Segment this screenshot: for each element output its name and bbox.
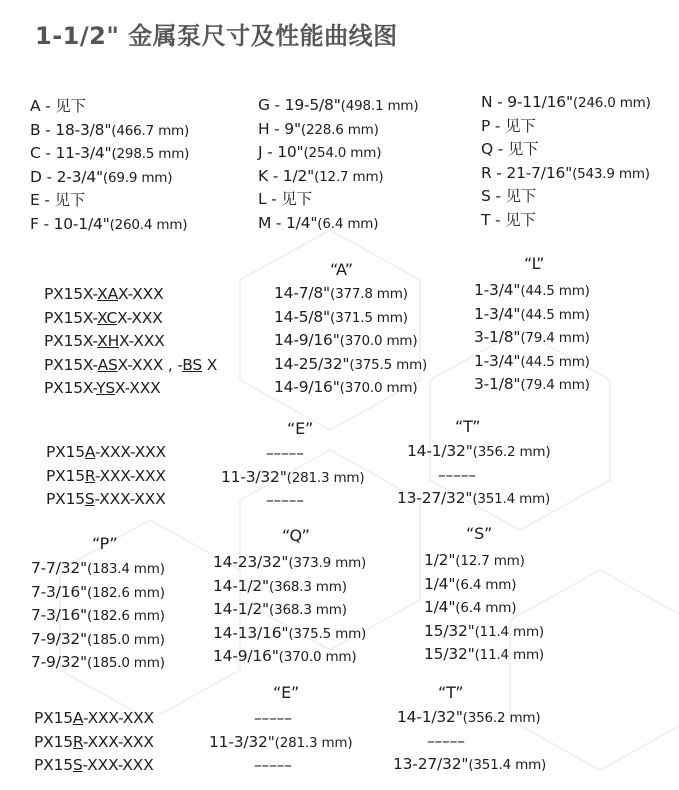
table1-a-cell-value: 14-25/32": [274, 354, 350, 373]
table3-s-cell-value: 1/4": [424, 574, 456, 593]
dimension-label: M - 1/4": [258, 213, 318, 232]
dimension-item: [30, 214, 187, 235]
dimension-mm: (254.0 mm): [303, 145, 382, 161]
table1-a-cell-value: 14-9/16": [274, 331, 340, 349]
table1-a-cell: [274, 377, 417, 398]
table1-a-cell-mm: (370.0 mm): [339, 333, 418, 349]
table3-s-cell-mm: (11.4 mm): [474, 647, 544, 663]
dimension-label: E - 见下: [30, 191, 86, 209]
table3-p-cell-mm: (182.6 mm): [87, 584, 165, 601]
table3-header-p: “P”: [92, 534, 118, 553]
table4-t-cell-mm: (356.2 mm): [462, 710, 541, 726]
table3-header-s: “S”: [466, 524, 493, 543]
table1-model: [44, 308, 163, 328]
table2-e-cell-value: –––––: [266, 491, 304, 509]
table1-model-suffix: X-XXX: [115, 379, 161, 397]
dimension-item: [481, 186, 536, 206]
dimension-label: B - 18-3/8": [30, 120, 112, 139]
table4-model: [34, 708, 154, 728]
table1-model-suffix: X-XXX: [119, 332, 165, 350]
table4-t-cell-mm: (351.4 mm): [468, 757, 547, 773]
table2-model-code: R: [84, 466, 95, 485]
table1-l-cell-value: 1-3/4": [474, 304, 521, 323]
table1-l-cell-value: 1-3/4": [474, 281, 521, 299]
table4-model-code: R: [72, 732, 83, 751]
table1-l-cell: [474, 327, 590, 348]
dimension-item: [258, 189, 312, 209]
table1-model-extra-code: BS: [182, 355, 203, 374]
table1-a-cell-value: 14-5/8": [274, 307, 330, 326]
table2-e-cell-value: 11-3/32": [221, 467, 287, 486]
table3-q-cell: [213, 646, 356, 667]
table3-p-cell-mm: (182.6 mm): [87, 608, 165, 624]
table1-model-code: YS: [96, 379, 116, 397]
table3-s-cell-mm: (12.7 mm): [455, 553, 525, 569]
table4-t-cell-value: –––––: [427, 731, 465, 750]
table4-t-cell-value: 13-27/32": [393, 755, 469, 773]
table3-q-cell-value: 14-23/32": [213, 553, 289, 571]
table1-a-cell-mm: (370.0 mm): [339, 380, 418, 396]
dimension-item: [481, 210, 536, 230]
table3-q-cell-mm: (375.5 mm): [288, 625, 367, 642]
table3-p-cell: [31, 605, 165, 626]
table1-a-cell-mm: (375.5 mm): [349, 356, 428, 373]
dimension-item: [30, 120, 189, 141]
dimension-label: L - 见下: [258, 190, 312, 208]
table2-t-cell-value: –––––: [438, 465, 476, 484]
table4-model-prefix: PX15: [34, 756, 73, 774]
dimension-item: [481, 163, 650, 184]
dimension-item: [258, 142, 381, 163]
table2-model-code: A: [84, 443, 95, 461]
table2-t-cell: [397, 488, 550, 509]
dimension-mm: (298.5 mm): [111, 146, 190, 162]
table2-model: [46, 442, 166, 462]
dimension-label: P - 见下: [481, 116, 536, 135]
table1-l-cell: [474, 304, 590, 325]
dimension-mm: (466.7 mm): [111, 122, 190, 139]
table4-model-suffix: -XXX-XXX: [82, 709, 154, 727]
table1-a-cell: [274, 307, 408, 328]
table4-t-cell: [393, 754, 546, 775]
table3-s-cell: [424, 621, 544, 642]
table1-a-cell-value: 14-7/8": [274, 284, 330, 302]
table3-q-cell-mm: (368.3 mm): [269, 602, 347, 618]
table1-header-l: “L”: [524, 254, 545, 273]
table3-q-cell-mm: (370.0 mm): [278, 649, 357, 665]
table4-e-cell-mm: (281.3 mm): [274, 734, 353, 751]
table1-model-suffix: X-XXX: [117, 285, 164, 303]
table1-model: [44, 355, 217, 375]
table1-a-cell: [274, 354, 427, 375]
table2-t-cell: [407, 441, 550, 462]
table4-e-cell: [254, 755, 292, 775]
table2-t-cell-mm: (351.4 mm): [472, 491, 551, 507]
table1-model-suffix: X-XXX: [117, 308, 163, 327]
dimension-label: G - 19-5/8": [258, 96, 341, 114]
table2-e-cell: [266, 490, 304, 510]
table3-s-cell: [424, 550, 525, 571]
table2-t-cell-value: 13-27/32": [397, 489, 473, 507]
dimension-label: Q - 见下: [481, 140, 539, 158]
dimension-label: H - 9": [258, 119, 301, 138]
table2-model-suffix: -XXX-XXX: [94, 443, 166, 461]
table4-model-prefix: PX15: [34, 732, 73, 751]
table1-model-extra-suffix: X: [202, 355, 218, 374]
dimension-item: [30, 143, 189, 164]
table3-s-cell: [424, 574, 516, 595]
dimension-item: [258, 166, 383, 187]
table3-header-q: “Q”: [282, 526, 310, 545]
dimension-mm: (246.0 mm): [572, 95, 651, 111]
table2-model-suffix: -XXX-XXX: [94, 490, 166, 508]
table2-model-code: S: [84, 490, 95, 508]
table2-model-prefix: PX15: [46, 466, 85, 485]
table2-e-cell: [266, 443, 304, 463]
table3-q-cell: [213, 552, 366, 573]
table3-p-cell-value: 7-9/32": [31, 653, 87, 671]
table3-p-cell-value: 7-9/32": [31, 629, 87, 648]
table1-model-suffix: X-XXX: [117, 355, 164, 374]
dimension-mm: (228.6 mm): [300, 121, 379, 138]
dimension-label: N - 9-11/16": [481, 93, 573, 111]
dimension-item: [258, 119, 379, 140]
table1-a-cell: [274, 283, 408, 304]
table3-s-cell: [424, 644, 544, 665]
table1-a-cell-value: 14-9/16": [274, 378, 340, 396]
table1-model-prefix: PX15X-: [44, 285, 98, 303]
table3-p-cell: [31, 652, 165, 673]
table1-model-prefix: PX15X-: [44, 332, 98, 350]
table1-l-cell: [474, 280, 590, 301]
table4-e-cell: [254, 708, 292, 728]
table3-q-cell: [213, 623, 366, 644]
table3-q-cell-value: 14-13/16": [213, 623, 289, 642]
dimension-label: F - 10-1/4": [30, 214, 110, 233]
table3-p-cell: [31, 558, 165, 579]
dimension-item: [481, 92, 651, 113]
table2-e-cell-mm: (281.3 mm): [286, 469, 365, 486]
table3-q-cell-mm: (368.3 mm): [269, 578, 347, 595]
table3-q-cell: [213, 599, 347, 620]
dimension-mm: (543.9 mm): [572, 165, 650, 182]
dimension-item: [30, 96, 86, 116]
table3-p-cell-value: 7-3/16": [31, 582, 87, 601]
table1-a-cell: [274, 330, 417, 351]
table2-model-prefix: PX15: [46, 490, 85, 508]
table3-s-cell-mm: (6.4 mm): [455, 600, 517, 616]
table4-t-cell-value: 14-1/32": [397, 708, 463, 726]
table3-s-cell-mm: (6.4 mm): [455, 576, 517, 593]
table4-model-prefix: PX15: [34, 709, 73, 727]
dimension-item: [30, 167, 172, 188]
table1-a-cell-mm: (377.8 mm): [330, 286, 408, 302]
table4-e-cell-value: 11-3/32": [209, 732, 275, 751]
table4-model: [34, 755, 154, 775]
table3-p-cell-mm: (183.4 mm): [87, 561, 165, 577]
table2-model-suffix: -XXX-XXX: [94, 466, 166, 485]
table4-t-cell: [427, 731, 465, 751]
dimension-label: D - 2-3/4": [30, 167, 103, 186]
table4-t-cell: [397, 707, 540, 728]
table3-s-cell-value: 15/32": [424, 645, 475, 663]
dimension-item: [30, 190, 85, 210]
dimension-mm: (12.7 mm): [314, 168, 384, 185]
table1-l-cell-value: 3-1/8": [474, 328, 521, 346]
table3-p-cell: [31, 582, 165, 603]
table1-model-code: AS: [97, 355, 118, 374]
table2-model: [46, 489, 166, 509]
table1-model-prefix: PX15X-: [44, 355, 98, 374]
dimension-item: [258, 95, 418, 116]
table3-s-cell: [424, 597, 516, 618]
dimension-label: A - 见下: [30, 97, 86, 115]
dimension-label: T - 见下: [481, 210, 536, 229]
table2-e-cell: [221, 467, 364, 488]
dimension-mm: (6.4 mm): [317, 215, 379, 232]
table4-e-cell-value: –––––: [254, 756, 292, 774]
table3-q-cell-value: 14-1/2": [213, 576, 269, 595]
table1-model: [44, 284, 164, 304]
table1-a-cell-mm: (371.5 mm): [330, 309, 408, 326]
table2-header-e: “E”: [287, 419, 314, 438]
table4-model-code: S: [72, 756, 83, 774]
table3-q-cell-value: 14-1/2": [213, 600, 269, 618]
dimension-mm: (69.9 mm): [102, 169, 173, 186]
table1-l-cell: [474, 351, 590, 372]
table1-l-cell-mm: (44.5 mm): [520, 306, 590, 323]
table3-q-cell-value: 14-9/16": [213, 647, 279, 665]
table2-model-prefix: PX15: [46, 443, 85, 461]
table3-p-cell-value: 7-3/16": [31, 606, 87, 624]
table1-l-cell-mm: (79.4 mm): [520, 377, 590, 393]
table2-header-t: “T”: [455, 417, 481, 436]
table3-p-cell-value: 7-7/32": [31, 559, 87, 577]
dimension-item: [481, 139, 538, 159]
table4-model-code: A: [72, 709, 83, 727]
table1-model-prefix: PX15X-: [44, 379, 97, 397]
dimension-label: R - 21-7/16": [481, 163, 573, 182]
table1-header-a: “A”: [330, 260, 353, 279]
dimension-item: [258, 213, 378, 234]
table1-model: [44, 331, 165, 351]
table3-s-cell-mm: (11.4 mm): [474, 623, 544, 640]
table2-t-cell-value: 14-1/32": [407, 442, 473, 460]
table4-header-t: “T”: [438, 683, 464, 702]
dimension-mm: (260.4 mm): [109, 216, 188, 233]
table3-p-cell-mm: (185.0 mm): [87, 631, 165, 648]
table1-l-cell-value: 3-1/8": [474, 375, 521, 393]
table3-p-cell-mm: (185.0 mm): [87, 655, 165, 671]
table4-header-e: “E”: [273, 683, 300, 702]
table1-model-code: XA: [97, 285, 118, 303]
table4-model: [34, 732, 154, 752]
table1-l-cell: [474, 374, 590, 395]
table1-l-cell-mm: (79.4 mm): [520, 330, 590, 346]
table2-model: [46, 466, 166, 486]
table1-l-cell-value: 1-3/4": [474, 351, 521, 370]
table4-model-suffix: -XXX-XXX: [82, 756, 154, 774]
table4-e-cell: [209, 732, 352, 753]
table4-e-cell-value: –––––: [254, 709, 292, 727]
table3-q-cell-mm: (373.9 mm): [288, 555, 367, 571]
table4-model-suffix: -XXX-XXX: [82, 732, 154, 751]
dimension-label: J - 10": [258, 143, 304, 161]
table1-model: [44, 378, 161, 398]
dimension-item: [481, 116, 536, 136]
dimension-label: S - 见下: [481, 187, 537, 205]
dimension-mm: (498.1 mm): [340, 98, 419, 114]
table1-model-code: XH: [97, 332, 120, 350]
dimension-label: C - 11-3/4": [30, 144, 112, 162]
dimension-label: K - 1/2": [258, 166, 315, 185]
table1-model-extra-prefix: , -: [163, 355, 183, 374]
table2-t-cell: [438, 465, 476, 485]
table2-t-cell-mm: (356.2 mm): [472, 444, 551, 460]
table3-s-cell-value: 1/4": [424, 598, 456, 616]
table3-p-cell: [31, 629, 165, 650]
table1-model-prefix: PX15X-: [44, 308, 98, 327]
table2-e-cell-value: –––––: [266, 444, 304, 462]
table3-s-cell-value: 1/2": [424, 551, 456, 569]
table1-l-cell-mm: (44.5 mm): [520, 283, 590, 299]
table3-q-cell: [213, 576, 347, 597]
table3-s-cell-value: 15/32": [424, 621, 475, 640]
table1-model-code: XC: [97, 308, 118, 327]
page-title: 1-1/2" 金属泵尺寸及性能曲线图: [35, 22, 398, 50]
table1-l-cell-mm: (44.5 mm): [520, 353, 590, 370]
